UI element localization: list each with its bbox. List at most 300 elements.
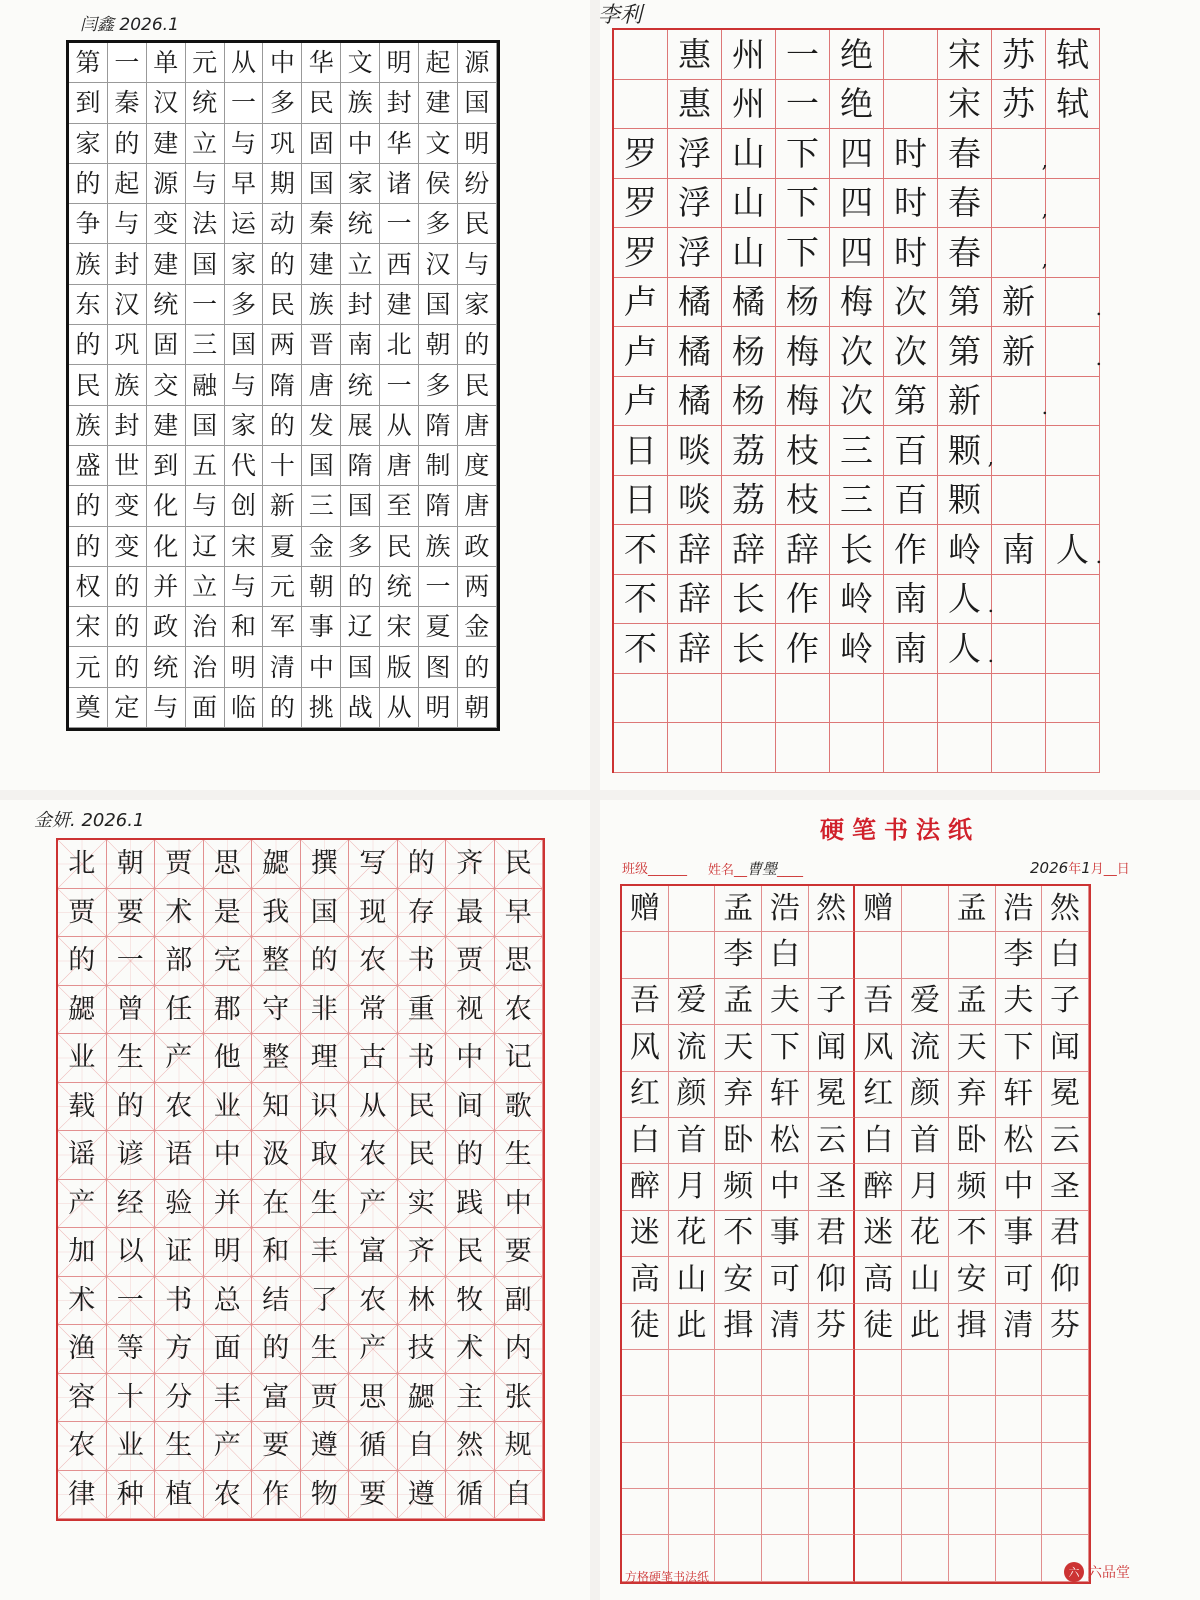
grid-row — [614, 377, 1100, 427]
grid-cell — [614, 476, 668, 526]
grid-cell — [263, 446, 302, 486]
grid-cell — [398, 1374, 447, 1423]
grid-cell — [884, 525, 938, 575]
handwritten-character: 勰 — [68, 993, 96, 1025]
handwritten-character: 颗 — [948, 480, 981, 520]
grid-cell — [302, 406, 341, 446]
handwritten-character: 重 — [407, 993, 435, 1025]
grid-cell — [1042, 1025, 1089, 1071]
handwritten-character: 轩 — [769, 1076, 800, 1112]
signature-2: 李利 — [598, 3, 643, 28]
handwritten-character: 五 — [192, 451, 218, 481]
grid-cell — [302, 124, 341, 164]
signature-1: 闫鑫 2026.1 — [80, 15, 179, 35]
grid-cell — [446, 1034, 495, 1083]
handwritten-character: 多 — [425, 209, 451, 239]
handwritten-character: 州 — [732, 84, 765, 124]
grid-cell — [341, 365, 380, 405]
grid-cell — [938, 327, 992, 377]
grid-cell — [884, 80, 938, 130]
grid-cell — [69, 365, 108, 405]
grid-cell — [949, 1118, 996, 1164]
handwritten-character: 早 — [231, 169, 257, 199]
handwritten-character: 物 — [310, 1478, 338, 1510]
grid-cell — [446, 1471, 495, 1520]
handwritten-character: 次 — [894, 331, 927, 371]
grid-cell — [398, 1325, 447, 1374]
grid-cell — [58, 889, 107, 938]
handwritten-character: 辞 — [678, 579, 711, 619]
grid-cell — [349, 1083, 398, 1132]
handwritten-character: 一 — [116, 1284, 144, 1316]
handwritten-character: 作 — [786, 628, 819, 668]
signature-3: 金妍. 2026.1 — [34, 810, 145, 831]
grid-cell — [446, 1083, 495, 1132]
handwritten-character: 创 — [231, 491, 257, 521]
grid-cell — [419, 285, 458, 325]
handwritten-character: 然 — [816, 890, 847, 926]
grid-cell — [225, 647, 264, 687]
grid-cell — [380, 647, 419, 687]
handwritten-character: 世 — [114, 451, 140, 481]
grid-cell — [668, 426, 722, 476]
handwritten-character: 族 — [347, 88, 373, 118]
handwritten-character: 勰 — [407, 1381, 435, 1413]
grid-cell — [349, 937, 398, 986]
handwritten-character: 奠 — [75, 692, 101, 722]
handwritten-character: 啖 — [678, 480, 711, 520]
handwritten-character: 第 — [948, 282, 981, 322]
handwritten-character: 化 — [153, 491, 179, 521]
handwritten-character: 植 — [165, 1478, 193, 1510]
grid-cell — [301, 1374, 350, 1423]
grid-cell — [938, 80, 992, 130]
grid-cell — [762, 886, 809, 932]
handwritten-character: 封 — [114, 410, 140, 440]
grid-cell — [938, 575, 992, 625]
grid-cell — [902, 1489, 949, 1535]
grid-cell — [107, 1228, 156, 1277]
grid-cell — [668, 327, 722, 377]
grid-cell — [722, 30, 776, 80]
grid-cell — [225, 607, 264, 647]
grid-cell — [996, 1304, 1043, 1350]
handwritten-character: 民 — [464, 209, 490, 239]
handwritten-character: 唐 — [464, 491, 490, 521]
grid-cell — [1046, 624, 1100, 674]
grid-cell — [762, 932, 809, 978]
handwritten-character: 建 — [153, 128, 179, 158]
grid-cell — [809, 932, 856, 978]
handwritten-character: 金 — [464, 612, 490, 642]
grid-cell — [186, 446, 225, 486]
grid-cell — [722, 327, 776, 377]
grid-row — [69, 285, 497, 325]
grid-cell — [614, 129, 668, 179]
grid-cell — [614, 674, 668, 724]
handwritten-character: 冕 — [816, 1076, 847, 1112]
handwritten-character: 齐 — [456, 848, 484, 880]
punctuation-mark: , — [1041, 147, 1048, 172]
grid-cell — [762, 1396, 809, 1442]
grid-cell — [938, 278, 992, 328]
grid-cell — [902, 1025, 949, 1071]
handwritten-character: 定 — [114, 692, 140, 722]
grid-cell — [69, 406, 108, 446]
grid-cell — [614, 575, 668, 625]
handwritten-character: 守 — [262, 993, 290, 1025]
handwritten-character: 族 — [425, 531, 451, 561]
grid-cell — [186, 527, 225, 567]
grid-row — [69, 567, 497, 607]
handwritten-character: 南 — [1002, 529, 1035, 569]
grid-cell — [996, 1025, 1043, 1071]
grid-cell — [446, 1131, 495, 1180]
handwritten-character: 加 — [68, 1236, 96, 1268]
grid-cell — [155, 1083, 204, 1132]
grid-cell — [108, 688, 147, 728]
grid-cell — [458, 204, 497, 244]
grid-cell — [622, 1211, 669, 1257]
grid-cell — [252, 1277, 301, 1326]
handwritten-character: 春 — [948, 133, 981, 173]
handwritten-character: 产 — [359, 1333, 387, 1365]
grid-cell — [722, 80, 776, 130]
grid-cell — [341, 244, 380, 284]
handwritten-character: 轩 — [1003, 1076, 1034, 1112]
grid-cell — [204, 1374, 253, 1423]
grid-row — [622, 1025, 1089, 1071]
grid-cell — [809, 1304, 856, 1350]
grid-cell — [69, 244, 108, 284]
handwritten-character: 不 — [723, 1215, 754, 1251]
grid-cell — [1042, 1118, 1089, 1164]
handwritten-character: 任 — [165, 993, 193, 1025]
handwritten-character: 四 — [840, 232, 873, 272]
grid-cell — [69, 43, 108, 83]
grid-cell — [830, 624, 884, 674]
grid-cell — [668, 30, 722, 80]
handwritten-character: 君 — [1050, 1215, 1081, 1251]
grid-cell — [992, 179, 1046, 229]
grid-row — [58, 1131, 543, 1180]
grid-cell — [495, 1180, 544, 1229]
handwritten-character: 不 — [624, 628, 657, 668]
handwritten-character: 富 — [359, 1236, 387, 1268]
grid-cell — [301, 986, 350, 1035]
grid-cell — [722, 723, 776, 773]
handwritten-character: 迷 — [863, 1215, 894, 1251]
grid-cell — [992, 377, 1046, 427]
handwritten-character: 吾 — [629, 983, 660, 1019]
handwritten-character: 家 — [347, 169, 373, 199]
handwritten-character: 一 — [425, 572, 451, 601]
handwritten-character: 非 — [310, 993, 338, 1025]
grid-row — [622, 1443, 1089, 1489]
grid-cell — [495, 889, 544, 938]
handwritten-character: 副 — [504, 1284, 532, 1316]
grid-row — [614, 575, 1100, 625]
grid-cell — [186, 285, 225, 325]
handwritten-character: 他 — [213, 1042, 241, 1074]
grid-cell — [263, 204, 302, 244]
handwritten-character: 事 — [308, 612, 334, 642]
grid-cell — [302, 365, 341, 405]
grid-cell — [107, 889, 156, 938]
handwritten-character: 固 — [153, 330, 179, 360]
handwritten-character: 图 — [425, 652, 451, 682]
grid-cell — [108, 607, 147, 647]
grid-cell — [992, 674, 1046, 724]
grid-cell — [949, 1211, 996, 1257]
grid-cell — [855, 1164, 902, 1210]
handwritten-character: 东 — [75, 289, 101, 319]
handwritten-character: 秦 — [114, 88, 140, 118]
grid-cell — [419, 486, 458, 526]
grid-cell — [762, 1072, 809, 1118]
handwritten-character: 源 — [464, 48, 490, 78]
handwritten-character: 橘 — [732, 282, 765, 322]
grid-cell — [108, 43, 147, 83]
handwritten-character: 高 — [629, 1261, 660, 1297]
handwritten-character: 农 — [359, 1139, 387, 1171]
grid-cell — [495, 840, 544, 889]
character-grid-2 — [612, 28, 1100, 773]
grid-cell — [186, 365, 225, 405]
grid-cell — [715, 1535, 762, 1581]
grid-cell — [949, 1257, 996, 1303]
grid-row — [622, 1211, 1089, 1257]
grid-cell — [398, 1131, 447, 1180]
grid-cell — [776, 674, 830, 724]
handwritten-character: 载 — [68, 1090, 96, 1122]
grid-cell — [419, 124, 458, 164]
handwritten-character: 建 — [425, 88, 451, 118]
handwritten-character: 生 — [310, 1333, 338, 1365]
handwritten-character: 浮 — [678, 133, 711, 173]
grid-cell — [458, 244, 497, 284]
grid-cell — [419, 325, 458, 365]
grid-cell — [155, 1228, 204, 1277]
handwritten-character: 的 — [114, 128, 140, 158]
punctuation-mark: , — [1041, 246, 1048, 271]
grid-cell — [949, 1396, 996, 1442]
grid-cell — [830, 129, 884, 179]
grid-cell — [155, 937, 204, 986]
handwritten-character: 清 — [769, 1308, 800, 1344]
brand-seal-icon: 六 — [1064, 1562, 1084, 1582]
grid-cell — [495, 1277, 544, 1326]
handwritten-character: 民 — [504, 848, 532, 880]
grid-cell — [938, 129, 992, 179]
grid-cell — [107, 1471, 156, 1520]
grid-cell — [996, 1118, 1043, 1164]
grid-cell — [776, 80, 830, 130]
grid-cell — [419, 43, 458, 83]
handwritten-character: 制 — [425, 451, 451, 481]
handwritten-character: 的 — [75, 491, 101, 521]
grid-row — [614, 179, 1100, 229]
handwritten-character: 醉 — [629, 1169, 660, 1205]
grid-cell — [380, 124, 419, 164]
handwritten-character: 临 — [231, 692, 257, 722]
handwritten-character: 了 — [310, 1284, 338, 1316]
handwritten-character: 存 — [407, 896, 435, 928]
grid-cell — [58, 1180, 107, 1229]
grid-cell — [252, 1131, 301, 1180]
grid-cell — [398, 1228, 447, 1277]
handwritten-character: 日 — [624, 430, 657, 470]
grid-cell — [263, 688, 302, 728]
grid-cell — [301, 1277, 350, 1326]
handwritten-character: 纷 — [464, 169, 490, 199]
grid-cell — [204, 1131, 253, 1180]
grid-cell — [1042, 1257, 1089, 1303]
handwritten-character: 的 — [347, 572, 373, 601]
grid-cell — [622, 1350, 669, 1396]
handwritten-character: 贾 — [165, 848, 193, 880]
grid-cell — [108, 365, 147, 405]
grid-cell — [1046, 80, 1100, 130]
handwritten-character: 完 — [213, 945, 241, 977]
grid-cell — [225, 406, 264, 446]
handwritten-character: 长 — [840, 529, 873, 569]
handwritten-character: 产 — [68, 1187, 96, 1219]
handwritten-character: 醉 — [863, 1169, 894, 1205]
handwritten-character: 明 — [386, 48, 412, 78]
handwritten-character: 山 — [732, 133, 765, 173]
handwritten-character: 发 — [308, 410, 334, 440]
grid-cell — [668, 575, 722, 625]
handwritten-character: 牧 — [456, 1284, 484, 1316]
handwritten-character: 徒 — [863, 1308, 894, 1344]
handwritten-character: 汲 — [262, 1139, 290, 1171]
grid-cell — [446, 1277, 495, 1326]
handwritten-character: 中 — [504, 1187, 532, 1219]
handwritten-character: 弃 — [723, 1076, 754, 1112]
grid-cell — [147, 406, 186, 446]
grid-cell — [622, 1396, 669, 1442]
handwritten-character: 高 — [863, 1261, 894, 1297]
grid-cell — [252, 889, 301, 938]
grid-cell — [762, 1350, 809, 1396]
grid-row — [614, 476, 1100, 526]
grid-cell — [884, 377, 938, 427]
handwritten-character: 立 — [192, 128, 218, 158]
handwritten-character: 仰 — [816, 1261, 847, 1297]
handwritten-character: 白 — [769, 937, 800, 973]
handwritten-character: 月 — [909, 1169, 940, 1205]
handwritten-character: 立 — [347, 249, 373, 279]
handwritten-character: 岭 — [840, 628, 873, 668]
grid-cell — [301, 1034, 350, 1083]
grid-cell — [830, 30, 884, 80]
grid-cell — [614, 624, 668, 674]
handwritten-character: 到 — [75, 88, 101, 118]
grid-cell — [147, 688, 186, 728]
grid-cell — [380, 446, 419, 486]
handwritten-character: 朝 — [116, 848, 144, 880]
grid-cell — [1046, 575, 1100, 625]
handwritten-character: 辞 — [732, 529, 765, 569]
grid-cell — [446, 937, 495, 986]
handwritten-character: 闻 — [1050, 1029, 1081, 1065]
grid-cell — [301, 889, 350, 938]
grid-cell — [252, 1083, 301, 1132]
handwritten-character: 明 — [213, 1236, 241, 1268]
handwritten-character: 与 — [464, 249, 490, 279]
grid-cell — [809, 1025, 856, 1071]
grid-cell — [263, 607, 302, 647]
grid-cell — [186, 124, 225, 164]
handwritten-character: 新 — [1002, 331, 1035, 371]
grid-row — [622, 979, 1089, 1025]
handwritten-character: 李 — [723, 937, 754, 973]
handwritten-character: 秦 — [308, 209, 334, 239]
grid-cell — [107, 1180, 156, 1229]
handwritten-character: 代 — [231, 451, 257, 481]
handwritten-character: 卢 — [624, 381, 657, 421]
grid-cell — [349, 840, 398, 889]
grid-cell — [446, 986, 495, 1035]
handwritten-character: 唐 — [308, 370, 334, 400]
grid-cell — [69, 527, 108, 567]
handwritten-character: 日 — [624, 480, 657, 520]
handwritten-character: 种 — [116, 1478, 144, 1510]
handwritten-character: 生 — [504, 1139, 532, 1171]
handwritten-character: 然 — [456, 1430, 484, 1462]
grid-cell — [301, 840, 350, 889]
grid-cell — [458, 365, 497, 405]
handwritten-character: 颗 — [948, 430, 981, 470]
grid-cell — [204, 986, 253, 1035]
grid-cell — [341, 607, 380, 647]
grid-cell — [380, 43, 419, 83]
handwritten-character: 下 — [769, 1029, 800, 1065]
grid-cell — [1042, 1304, 1089, 1350]
grid-row — [614, 278, 1100, 328]
handwritten-character: 朝 — [464, 692, 490, 722]
grid-cell — [668, 674, 722, 724]
handwritten-character: 颜 — [676, 1076, 707, 1112]
grid-cell — [186, 647, 225, 687]
handwritten-character: 间 — [456, 1090, 484, 1122]
grid-cell — [855, 1072, 902, 1118]
handwritten-character: 汉 — [153, 88, 179, 118]
grid-cell — [1042, 1072, 1089, 1118]
handwritten-character: 唐 — [464, 410, 490, 440]
grid-cell — [715, 1489, 762, 1535]
handwritten-character: 杨 — [732, 331, 765, 371]
grid-cell — [58, 1083, 107, 1132]
handwritten-character: 的 — [310, 945, 338, 977]
handwritten-character: 中 — [269, 48, 295, 78]
grid-cell — [938, 525, 992, 575]
handwritten-character: 民 — [464, 370, 490, 400]
handwritten-character: 枝 — [786, 480, 819, 520]
grid-cell — [58, 1422, 107, 1471]
handwritten-character: 渔 — [68, 1333, 96, 1365]
handwritten-character: 并 — [153, 572, 179, 601]
grid-cell — [776, 525, 830, 575]
grid-row — [622, 1396, 1089, 1442]
handwritten-character: 自 — [504, 1478, 532, 1510]
grid-cell — [495, 1131, 544, 1180]
grid-cell — [225, 567, 264, 607]
grid-cell — [830, 228, 884, 278]
handwritten-character: 南 — [347, 330, 373, 360]
handwritten-character: 版 — [386, 652, 412, 682]
